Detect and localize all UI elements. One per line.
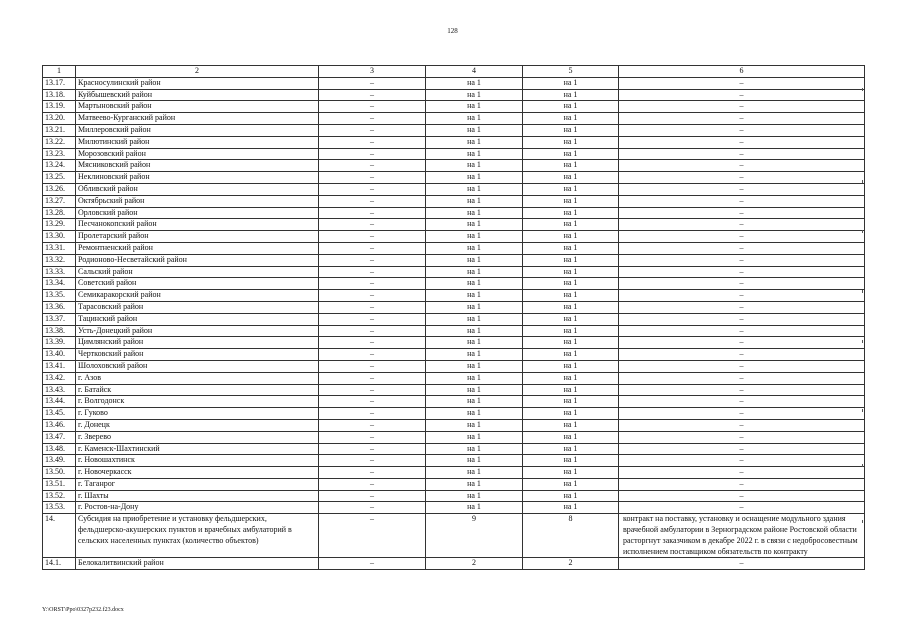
- cell-col5: на 1: [523, 419, 619, 431]
- cell-col4: на 1: [426, 242, 523, 254]
- cell-col5: на 1: [523, 431, 619, 443]
- table-row: [43, 313, 865, 325]
- document-table: [42, 65, 865, 570]
- cell-col3: –: [319, 514, 426, 558]
- cell-col6: –: [619, 242, 865, 254]
- table-row: [43, 431, 865, 443]
- row-name: Тарасовский район: [76, 301, 319, 313]
- scan-edge-mark: [862, 180, 863, 183]
- row-number: 13.22.: [43, 136, 76, 148]
- table-row: [43, 372, 865, 384]
- scan-edge-mark: [862, 409, 863, 412]
- cell-col4: на 1: [426, 396, 523, 408]
- row-number: 13.46.: [43, 419, 76, 431]
- cell-col4: на 1: [426, 77, 523, 89]
- table-row: [43, 195, 865, 207]
- cell-col5: на 1: [523, 313, 619, 325]
- row-number: 13.17.: [43, 77, 76, 89]
- column-numbers-row: [43, 66, 865, 78]
- cell-col4: на 1: [426, 431, 523, 443]
- cell-col3: –: [319, 490, 426, 502]
- cell-col6: –: [619, 558, 865, 570]
- cell-col6: –: [619, 502, 865, 514]
- row-number: 13.32.: [43, 254, 76, 266]
- cell-col6: –: [619, 160, 865, 172]
- cell-col6: –: [619, 136, 865, 148]
- cell-col4: на 1: [426, 183, 523, 195]
- cell-col6: –: [619, 195, 865, 207]
- cell-col3: –: [319, 101, 426, 113]
- row-name: Усть-Донецкий район: [76, 325, 319, 337]
- table-row: [43, 349, 865, 361]
- row-number: 13.45.: [43, 408, 76, 420]
- cell-col4: на 1: [426, 89, 523, 101]
- cell-col6: –: [619, 219, 865, 231]
- cell-col3: –: [319, 313, 426, 325]
- scan-edge-mark: [862, 464, 863, 467]
- row-name: Семикаракорский район: [76, 290, 319, 302]
- cell-col4: на 1: [426, 337, 523, 349]
- cell-col5: на 1: [523, 101, 619, 113]
- table-row: [43, 278, 865, 290]
- row-number: 13.44.: [43, 396, 76, 408]
- cell-col4: на 1: [426, 219, 523, 231]
- cell-col6: –: [619, 278, 865, 290]
- cell-col6: –: [619, 372, 865, 384]
- cell-col6: –: [619, 419, 865, 431]
- row-name: Куйбышевский район: [76, 89, 319, 101]
- cell-col6: –: [619, 207, 865, 219]
- row-number: 13.40.: [43, 349, 76, 361]
- cell-col6: –: [619, 77, 865, 89]
- row-name: г. Таганрог: [76, 478, 319, 490]
- cell-col5: на 1: [523, 467, 619, 479]
- cell-col5: на 1: [523, 396, 619, 408]
- cell-col4: на 1: [426, 301, 523, 313]
- row-name: г. Батайск: [76, 384, 319, 396]
- cell-col5: на 1: [523, 172, 619, 184]
- cell-col4: 9: [426, 514, 523, 558]
- row-name: Чертковский район: [76, 349, 319, 361]
- row-number: 13.19.: [43, 101, 76, 113]
- row-name: Сальский район: [76, 266, 319, 278]
- cell-col3: –: [319, 408, 426, 420]
- row-number: 14.: [43, 514, 76, 558]
- cell-col5: на 1: [523, 219, 619, 231]
- cell-col3: –: [319, 89, 426, 101]
- table-body: [43, 66, 865, 570]
- cell-col6: –: [619, 467, 865, 479]
- cell-col4: на 1: [426, 113, 523, 125]
- cell-col4: на 1: [426, 290, 523, 302]
- row-number: 13.27.: [43, 195, 76, 207]
- cell-col3: –: [319, 77, 426, 89]
- row-name: Ремонтненский район: [76, 242, 319, 254]
- cell-col3: –: [319, 278, 426, 290]
- row-number: 13.49.: [43, 455, 76, 467]
- table-row: [43, 219, 865, 231]
- cell-col3: –: [319, 124, 426, 136]
- cell-col4: на 1: [426, 278, 523, 290]
- table-row: [43, 124, 865, 136]
- cell-col6: –: [619, 490, 865, 502]
- cell-col5: на 1: [523, 148, 619, 160]
- scan-edge-mark: [862, 88, 863, 91]
- table-row: [43, 490, 865, 502]
- table-row: [43, 266, 865, 278]
- cell-col5: на 1: [523, 77, 619, 89]
- cell-col5: на 1: [523, 160, 619, 172]
- cell-col3: –: [319, 396, 426, 408]
- row-number: 13.20.: [43, 113, 76, 125]
- row-number: 13.28.: [43, 207, 76, 219]
- row-name: Мясниковский район: [76, 160, 319, 172]
- row-number: 13.47.: [43, 431, 76, 443]
- row-number: 13.48.: [43, 443, 76, 455]
- cell-col4: на 1: [426, 266, 523, 278]
- table-row: [43, 136, 865, 148]
- cell-col6: –: [619, 290, 865, 302]
- row-name: Миллеровский район: [76, 124, 319, 136]
- row-name: г. Волгодонск: [76, 396, 319, 408]
- table-row: [43, 384, 865, 396]
- cell-col4: на 1: [426, 172, 523, 184]
- cell-col6: –: [619, 478, 865, 490]
- row-number: 13.35.: [43, 290, 76, 302]
- cell-col4: 2: [426, 558, 523, 570]
- cell-col4: на 1: [426, 124, 523, 136]
- table-row: [43, 396, 865, 408]
- row-number: 13.51.: [43, 478, 76, 490]
- column-number: 5: [523, 66, 619, 78]
- row-number: 13.38.: [43, 325, 76, 337]
- cell-col4: на 1: [426, 408, 523, 420]
- cell-col5: на 1: [523, 195, 619, 207]
- row-name: г. Новошахтинск: [76, 455, 319, 467]
- table-row: [43, 478, 865, 490]
- table-row: [43, 160, 865, 172]
- cell-col6: –: [619, 443, 865, 455]
- cell-col4: на 1: [426, 313, 523, 325]
- cell-col6: –: [619, 349, 865, 361]
- row-name: Матвеево-Курганский район: [76, 113, 319, 125]
- cell-col6: –: [619, 325, 865, 337]
- row-number: 13.21.: [43, 124, 76, 136]
- cell-col6: –: [619, 266, 865, 278]
- cell-col5: на 1: [523, 113, 619, 125]
- page-number: 128: [447, 27, 458, 35]
- cell-col5: на 1: [523, 231, 619, 243]
- cell-col4: на 1: [426, 231, 523, 243]
- column-number: 4: [426, 66, 523, 78]
- cell-col3: –: [319, 443, 426, 455]
- row-name: Милютинский район: [76, 136, 319, 148]
- row-name: Субсидия на приобретение и установку фельдшерских, фельдшерско-акушерских пунктов и врачебных амбулаторий в сельских населенных пунктах (количество объектов): [76, 514, 319, 558]
- cell-col4: на 1: [426, 478, 523, 490]
- row-name: Тацинский район: [76, 313, 319, 325]
- table-row: [43, 360, 865, 372]
- cell-col4: на 1: [426, 148, 523, 160]
- cell-col4: на 1: [426, 372, 523, 384]
- cell-col3: –: [319, 301, 426, 313]
- table-row: [43, 254, 865, 266]
- cell-col6: –: [619, 384, 865, 396]
- cell-col6: –: [619, 231, 865, 243]
- cell-col4: на 1: [426, 325, 523, 337]
- cell-col5: 2: [523, 558, 619, 570]
- cell-col5: на 1: [523, 443, 619, 455]
- cell-col3: –: [319, 384, 426, 396]
- row-name: Песчанокопский район: [76, 219, 319, 231]
- row-name: Красносулинский район: [76, 77, 319, 89]
- table-row: [43, 113, 865, 125]
- cell-col3: –: [319, 372, 426, 384]
- cell-col5: на 1: [523, 478, 619, 490]
- cell-col3: –: [319, 467, 426, 479]
- table-row: [43, 558, 865, 570]
- cell-col5: на 1: [523, 408, 619, 420]
- column-number: 2: [76, 66, 319, 78]
- row-number: 13.31.: [43, 242, 76, 254]
- row-number: 14.1.: [43, 558, 76, 570]
- cell-col5: на 1: [523, 360, 619, 372]
- row-name: Шолоховский район: [76, 360, 319, 372]
- cell-col5: на 1: [523, 124, 619, 136]
- cell-col4: на 1: [426, 349, 523, 361]
- cell-col3: –: [319, 337, 426, 349]
- cell-col5: на 1: [523, 266, 619, 278]
- cell-col5: на 1: [523, 136, 619, 148]
- cell-col6: –: [619, 337, 865, 349]
- table-row: [43, 455, 865, 467]
- cell-col5: на 1: [523, 301, 619, 313]
- row-number: 13.50.: [43, 467, 76, 479]
- cell-col4: на 1: [426, 384, 523, 396]
- row-name: г. Гуково: [76, 408, 319, 420]
- cell-col3: –: [319, 160, 426, 172]
- row-number: 13.39.: [43, 337, 76, 349]
- row-name: г. Азов: [76, 372, 319, 384]
- cell-col3: –: [319, 502, 426, 514]
- cell-col5: на 1: [523, 242, 619, 254]
- cell-col3: –: [319, 419, 426, 431]
- cell-col3: –: [319, 219, 426, 231]
- row-number: 13.33.: [43, 266, 76, 278]
- cell-col3: –: [319, 242, 426, 254]
- row-name: г. Донецк: [76, 419, 319, 431]
- cell-col5: на 1: [523, 384, 619, 396]
- cell-col3: –: [319, 478, 426, 490]
- cell-col5: на 1: [523, 290, 619, 302]
- table-row: [43, 408, 865, 420]
- cell-col4: на 1: [426, 136, 523, 148]
- cell-col5: на 1: [523, 349, 619, 361]
- scan-edge-mark: [862, 290, 863, 293]
- row-name: Родионово-Несветайский район: [76, 254, 319, 266]
- table-row: [43, 301, 865, 313]
- table-row: [43, 101, 865, 113]
- row-name: Октябрьский район: [76, 195, 319, 207]
- cell-col6: –: [619, 431, 865, 443]
- cell-col6: –: [619, 148, 865, 160]
- scan-edge-mark: [862, 230, 863, 233]
- cell-col3: –: [319, 360, 426, 372]
- row-number: 13.18.: [43, 89, 76, 101]
- row-number: 13.52.: [43, 490, 76, 502]
- cell-col6: –: [619, 113, 865, 125]
- cell-col3: –: [319, 183, 426, 195]
- table-row: [43, 207, 865, 219]
- cell-col4: на 1: [426, 254, 523, 266]
- cell-col3: –: [319, 431, 426, 443]
- table-row-subsidy: [43, 514, 865, 558]
- cell-col5: на 1: [523, 455, 619, 467]
- cell-col4: на 1: [426, 360, 523, 372]
- row-name: Неклиновский район: [76, 172, 319, 184]
- cell-col3: –: [319, 113, 426, 125]
- row-number: 13.29.: [43, 219, 76, 231]
- table-row: [43, 89, 865, 101]
- row-name: Цимлянский район: [76, 337, 319, 349]
- cell-col3: –: [319, 325, 426, 337]
- cell-col3: –: [319, 148, 426, 160]
- table-row: [43, 231, 865, 243]
- cell-col3: –: [319, 266, 426, 278]
- cell-col5: на 1: [523, 207, 619, 219]
- table-row: [43, 443, 865, 455]
- cell-col6: –: [619, 183, 865, 195]
- cell-col3: –: [319, 254, 426, 266]
- row-name: Белокалитвинский район: [76, 558, 319, 570]
- cell-col4: на 1: [426, 502, 523, 514]
- cell-col4: на 1: [426, 490, 523, 502]
- cell-col5: на 1: [523, 490, 619, 502]
- cell-col3: –: [319, 349, 426, 361]
- cell-col6: –: [619, 301, 865, 313]
- cell-col3: –: [319, 455, 426, 467]
- table-row: [43, 290, 865, 302]
- cell-col6: –: [619, 360, 865, 372]
- cell-col6: –: [619, 254, 865, 266]
- row-name: г. Зверево: [76, 431, 319, 443]
- row-number: 13.23.: [43, 148, 76, 160]
- row-number: 13.25.: [43, 172, 76, 184]
- cell-col6: –: [619, 124, 865, 136]
- cell-col4: на 1: [426, 207, 523, 219]
- cell-col6: –: [619, 455, 865, 467]
- table-row: [43, 502, 865, 514]
- cell-col5: на 1: [523, 89, 619, 101]
- table-row: [43, 242, 865, 254]
- cell-col6: –: [619, 313, 865, 325]
- cell-col5: на 1: [523, 325, 619, 337]
- row-number: 13.41.: [43, 360, 76, 372]
- cell-col4: на 1: [426, 195, 523, 207]
- cell-col3: –: [319, 231, 426, 243]
- row-name: Пролетарский район: [76, 231, 319, 243]
- cell-col5: на 1: [523, 254, 619, 266]
- table-row: [43, 337, 865, 349]
- row-number: 13.26.: [43, 183, 76, 195]
- cell-col5: на 1: [523, 337, 619, 349]
- cell-col6: –: [619, 172, 865, 184]
- cell-col3: –: [319, 172, 426, 184]
- cell-col6: –: [619, 101, 865, 113]
- row-name: г. Ростов-на-Дону: [76, 502, 319, 514]
- row-name: Морозовский район: [76, 148, 319, 160]
- cell-col4: на 1: [426, 443, 523, 455]
- row-name: Обливский район: [76, 183, 319, 195]
- footer-file-path: Y:\ORST\Ppo\0327p232.f23.docx: [42, 607, 124, 613]
- column-number: 6: [619, 66, 865, 78]
- table-row: [43, 148, 865, 160]
- cell-col6: –: [619, 396, 865, 408]
- row-number: 13.43.: [43, 384, 76, 396]
- row-number: 13.24.: [43, 160, 76, 172]
- cell-col6: –: [619, 408, 865, 420]
- scan-edge-mark: [862, 340, 863, 343]
- row-number: 13.42.: [43, 372, 76, 384]
- table-row: [43, 77, 865, 89]
- row-name: Орловский район: [76, 207, 319, 219]
- row-number: 13.53.: [43, 502, 76, 514]
- row-number: 13.34.: [43, 278, 76, 290]
- table-row: [43, 325, 865, 337]
- cell-col5: на 1: [523, 278, 619, 290]
- cell-col3: –: [319, 195, 426, 207]
- row-number: 13.37.: [43, 313, 76, 325]
- row-name: Мартыновский район: [76, 101, 319, 113]
- row-number: 13.36.: [43, 301, 76, 313]
- table-row: [43, 183, 865, 195]
- cell-col5: 8: [523, 514, 619, 558]
- cell-col4: на 1: [426, 467, 523, 479]
- cell-col5: на 1: [523, 372, 619, 384]
- cell-col6: –: [619, 89, 865, 101]
- column-number: 3: [319, 66, 426, 78]
- cell-col3: –: [319, 136, 426, 148]
- row-name: г. Новочеркасск: [76, 467, 319, 479]
- cell-col3: –: [319, 207, 426, 219]
- scan-edge-mark: [862, 520, 863, 523]
- cell-col3: –: [319, 558, 426, 570]
- cell-col4: на 1: [426, 455, 523, 467]
- table-row: [43, 172, 865, 184]
- row-name: г. Каменск-Шахтинский: [76, 443, 319, 455]
- cell-col5: на 1: [523, 502, 619, 514]
- table-row: [43, 467, 865, 479]
- row-name: г. Шахты: [76, 490, 319, 502]
- row-number: 13.30.: [43, 231, 76, 243]
- cell-col3: –: [319, 290, 426, 302]
- cell-col6: контракт на поставку, установку и оснащение модульного здания врачебной амбулатории в Зерноградском районе Ростовской области расторгнут заказчиком в декабре 2022 г. в связи с недобросовестным исполнением поставщиком обязательств по контракту: [619, 514, 865, 558]
- column-number: 1: [43, 66, 76, 78]
- cell-col4: на 1: [426, 101, 523, 113]
- cell-col4: на 1: [426, 160, 523, 172]
- table-row: [43, 419, 865, 431]
- row-name: Советский район: [76, 278, 319, 290]
- cell-col5: на 1: [523, 183, 619, 195]
- cell-col4: на 1: [426, 419, 523, 431]
